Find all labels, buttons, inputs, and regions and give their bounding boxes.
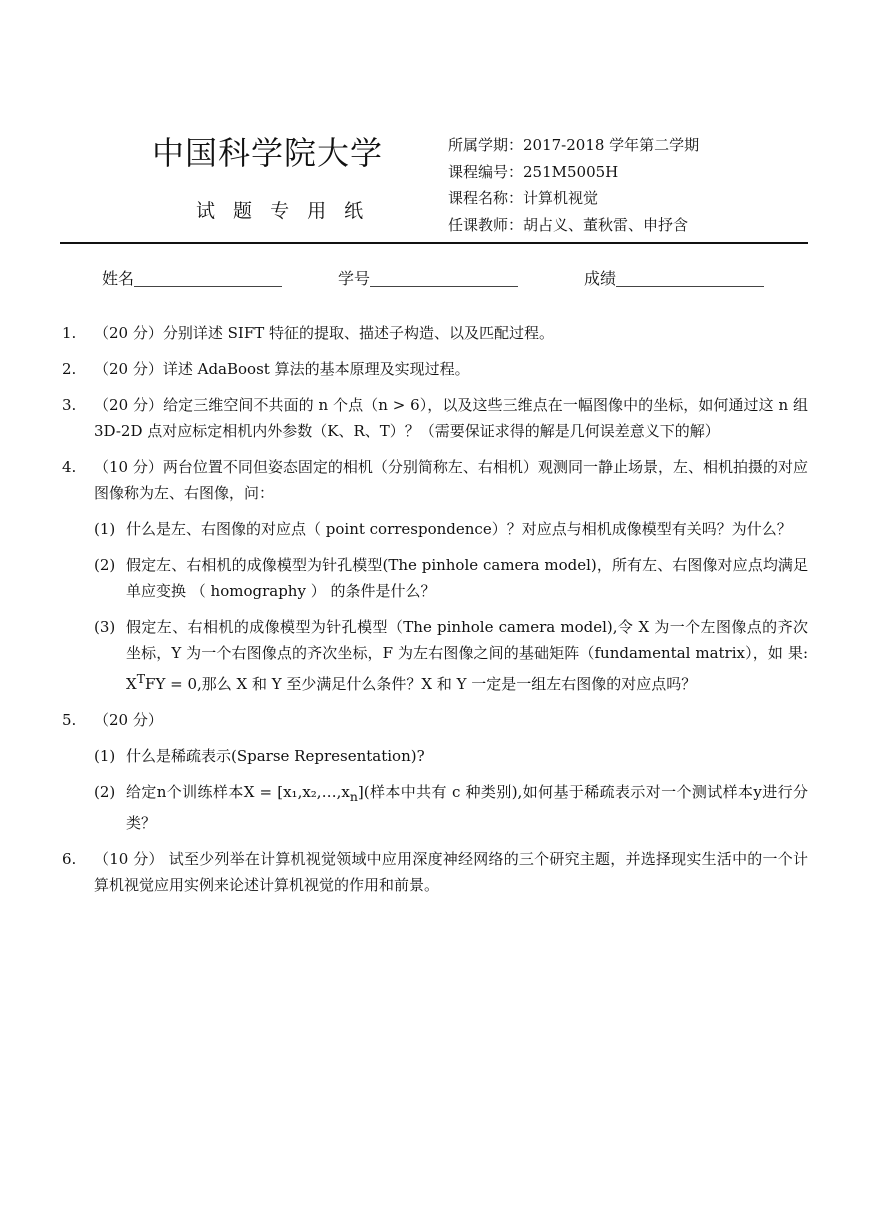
formula-rest: ] (357, 783, 364, 801)
question-number: 2. (62, 360, 77, 378)
course-name-info: 课程名称：计算机视觉 (448, 189, 599, 207)
formula-rest: FY = 0 (145, 675, 197, 693)
sub-question-text: 什么是稀疏表示(Sparse Representation)? (126, 747, 425, 765)
formula (126, 671, 197, 693)
formula-base: X (126, 675, 137, 693)
header-divider (60, 242, 808, 244)
semester-info: 所属学期：2017-2018 学年第二学期 (448, 136, 700, 154)
sub-question-number: (3) (94, 618, 116, 636)
question-1 (60, 320, 808, 346)
name-label: 姓名 (102, 269, 135, 288)
university-title: 中国科学院大学 (152, 134, 384, 172)
paper-subtitle: 试 题 专 用 纸 (196, 200, 370, 222)
sub-question-number: (1) (94, 747, 116, 765)
score-field[interactable] (584, 266, 764, 289)
sub-question-text: 假定左、右相机的成像模型为针孔模型(The pinhole camera model)，所有左、右图像对应点均满足单应变换 （ homography ） 的条件是什么？ (126, 556, 808, 600)
sub-question-text-pre: 给定n个训练样本 (126, 783, 244, 801)
formula (243, 783, 364, 804)
name-blank[interactable] (134, 270, 282, 287)
sub-question-4-3 (94, 614, 808, 697)
question-number: 4. (62, 458, 77, 476)
question-text: （20 分）详述 AdaBoost 算法的基本原理及实现过程。 (94, 360, 470, 378)
question-text: （10 分）两台位置不同但姿态固定的相机（分别简称左、右相机）观测同一静止场景，左、相机拍摄的对应图像称为左、右图像，问： (94, 458, 808, 502)
sub-question-number: (2) (94, 556, 116, 574)
sub-question-text-post: ,那么 X 和 Y 至少满足什么条件？X 和 Y 一定是一组左右图像的对应点吗？ (197, 675, 697, 693)
sub-question-number: (1) (94, 520, 116, 538)
name-field[interactable] (102, 266, 282, 289)
question-number: 1. (62, 324, 77, 342)
course-code-info: 课程编号：251M5005H (448, 162, 619, 181)
question-text: （20 分）分别详述 SIFT 特征的提取、描述子构造、以及匹配过程。 (94, 324, 555, 342)
score-blank[interactable] (616, 270, 764, 287)
question-list (60, 320, 808, 908)
sub-question-4-2 (94, 552, 808, 604)
question-number: 3. (62, 396, 77, 414)
student-id-blank[interactable] (370, 270, 518, 287)
question-5 (60, 707, 808, 836)
question-3 (60, 392, 808, 444)
sub-question-4-1 (94, 516, 808, 542)
student-id-field[interactable] (338, 266, 518, 289)
question-text: （20 分）给定三维空间不共面的 n 个点（n > 6），以及这些三维点在一幅图像中的坐标，如何通过这 n 组 3D-2D 点对应标定相机内外参数（K、R、T）？（需要保证求得的解是几何误差意义下的解） (94, 396, 808, 440)
sub-question-list (94, 743, 808, 836)
formula-base: X = [x₁,x₂,…,x (243, 783, 350, 801)
student-id-label: 学号 (338, 269, 371, 288)
course-info (448, 132, 699, 238)
sub-question-text-pre: 假定左、右相机的成像模型为针孔模型（The pinhole camera model),令 X 为一个左图像点的齐次坐标，Y 为一个右图像点的齐次坐标，F 为左右图像之间的基础矩阵（fundamental matrix），如 果: (126, 618, 808, 662)
question-text: （20 分） (94, 711, 163, 729)
question-4 (60, 454, 808, 697)
sub-question-5-1 (94, 743, 808, 769)
question-number: 5. (62, 711, 77, 729)
sub-question-text: 什么是左、右图像的对应点（ point correspondence）？对应点与相机成像模型有关吗？为什么？ (126, 520, 792, 538)
sub-question-text-post: (样本中共有 c 种类别),如何基于稀疏表示对一个测试样本y进行分类？ (126, 783, 808, 832)
question-2 (60, 356, 808, 382)
sub-question-list (94, 516, 808, 697)
formula-superscript: T (136, 671, 146, 686)
formula-subscript: n (349, 789, 358, 804)
question-6 (60, 846, 808, 898)
score-label: 成绩 (584, 269, 617, 288)
question-text: （10 分） 试至少列举在计算机视觉领域中应用深度神经网络的三个研究主题，并选择现实生活中的一个计算机视觉应用实例来论述计算机视觉的作用和前景。 (94, 850, 808, 894)
sub-question-5-2 (94, 779, 808, 836)
teacher-info: 任课教师：胡占义、董秋雷、申抒含 (448, 215, 689, 234)
question-number: 6. (62, 850, 77, 868)
sub-question-number: (2) (94, 783, 116, 801)
